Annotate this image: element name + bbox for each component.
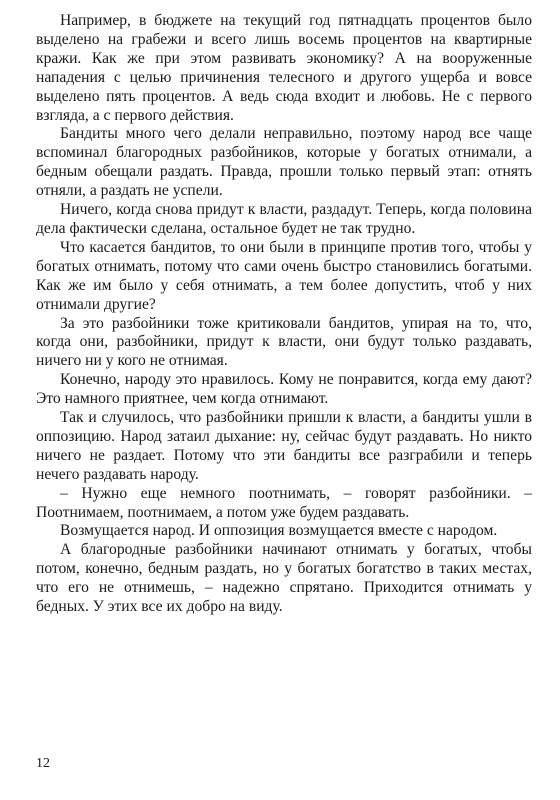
page-body bbox=[36, 12, 532, 617]
page-number: 12 bbox=[36, 756, 50, 771]
paragraph: Возмущается народ. И оппозиция возмущается вместе с народом. bbox=[60, 522, 498, 540]
paragraph: Например, в бюджете на текущий год пятнадцать процентов было выделено на грабежи и всего лишь восемь процентов на квартирные кражи. Как же при этом развивать экономику? А на вооруженные нападения с целью причинения телесного и другого ущерба и вовсе выделено пять процентов. А ведь сюда входит и любовь. Не с первого взгляда, а с первого действия. bbox=[36, 12, 532, 124]
paragraph: А благородные разбойники начинают отнимать у богатых, чтобы потом, конечно, бедным раздать, но у богатых богатство в таких местах, что его не отнимешь, – надежно спрятано. Приходится отнимать у бедных. У этих все их добро на виду. bbox=[36, 541, 532, 616]
paragraph: Конечно, народу это нравилось. Кому не понравится, когда ему дают? Это намного приятнее, чем когда отнимают. bbox=[36, 371, 532, 408]
paragraph: Что касается бандитов, то они были в принципе против того, чтобы у богатых отнимать, потому что сами очень быстро становились богатыми. Как же им было у себя отнимать, а тем более допустить, чтоб у них отнимали другие? bbox=[36, 238, 532, 313]
paragraph: Так и случилось, что разбойники пришли к власти, а бандиты ушли в оппозицию. Народ затаил дыхание: ну, сейчас будут раздавать. Но никто ничего не раздает. Потому что эти бандиты все разграбили и теперь нечего раздавать народу. bbox=[36, 409, 532, 483]
paragraph: Бандиты много чего делали неправильно, поэтому народ все чаще вспоминал благородных разбойников, которые у богатых отнимали, а бедным обещали раздать. Правда, прошли только первый этап: отнять отняли, а раздать не успели. bbox=[36, 125, 532, 200]
paragraph: Ничего, когда снова придут к власти, раздадут. Теперь, когда половина дела фактически сделана, остальное будет не так трудно. bbox=[36, 201, 532, 237]
paragraph: За это разбойники тоже критиковали бандитов, упирая на то, что, когда они, разбойники, придут к власти, они будут только раздавать, ничего ни у кого не отнимая. bbox=[36, 314, 532, 370]
paragraph: – Нужно еще немного поотнимать, – говорят разбойники. – Поотнимаем, поотнимаем, а потом уже будем раздавать. bbox=[36, 484, 532, 521]
